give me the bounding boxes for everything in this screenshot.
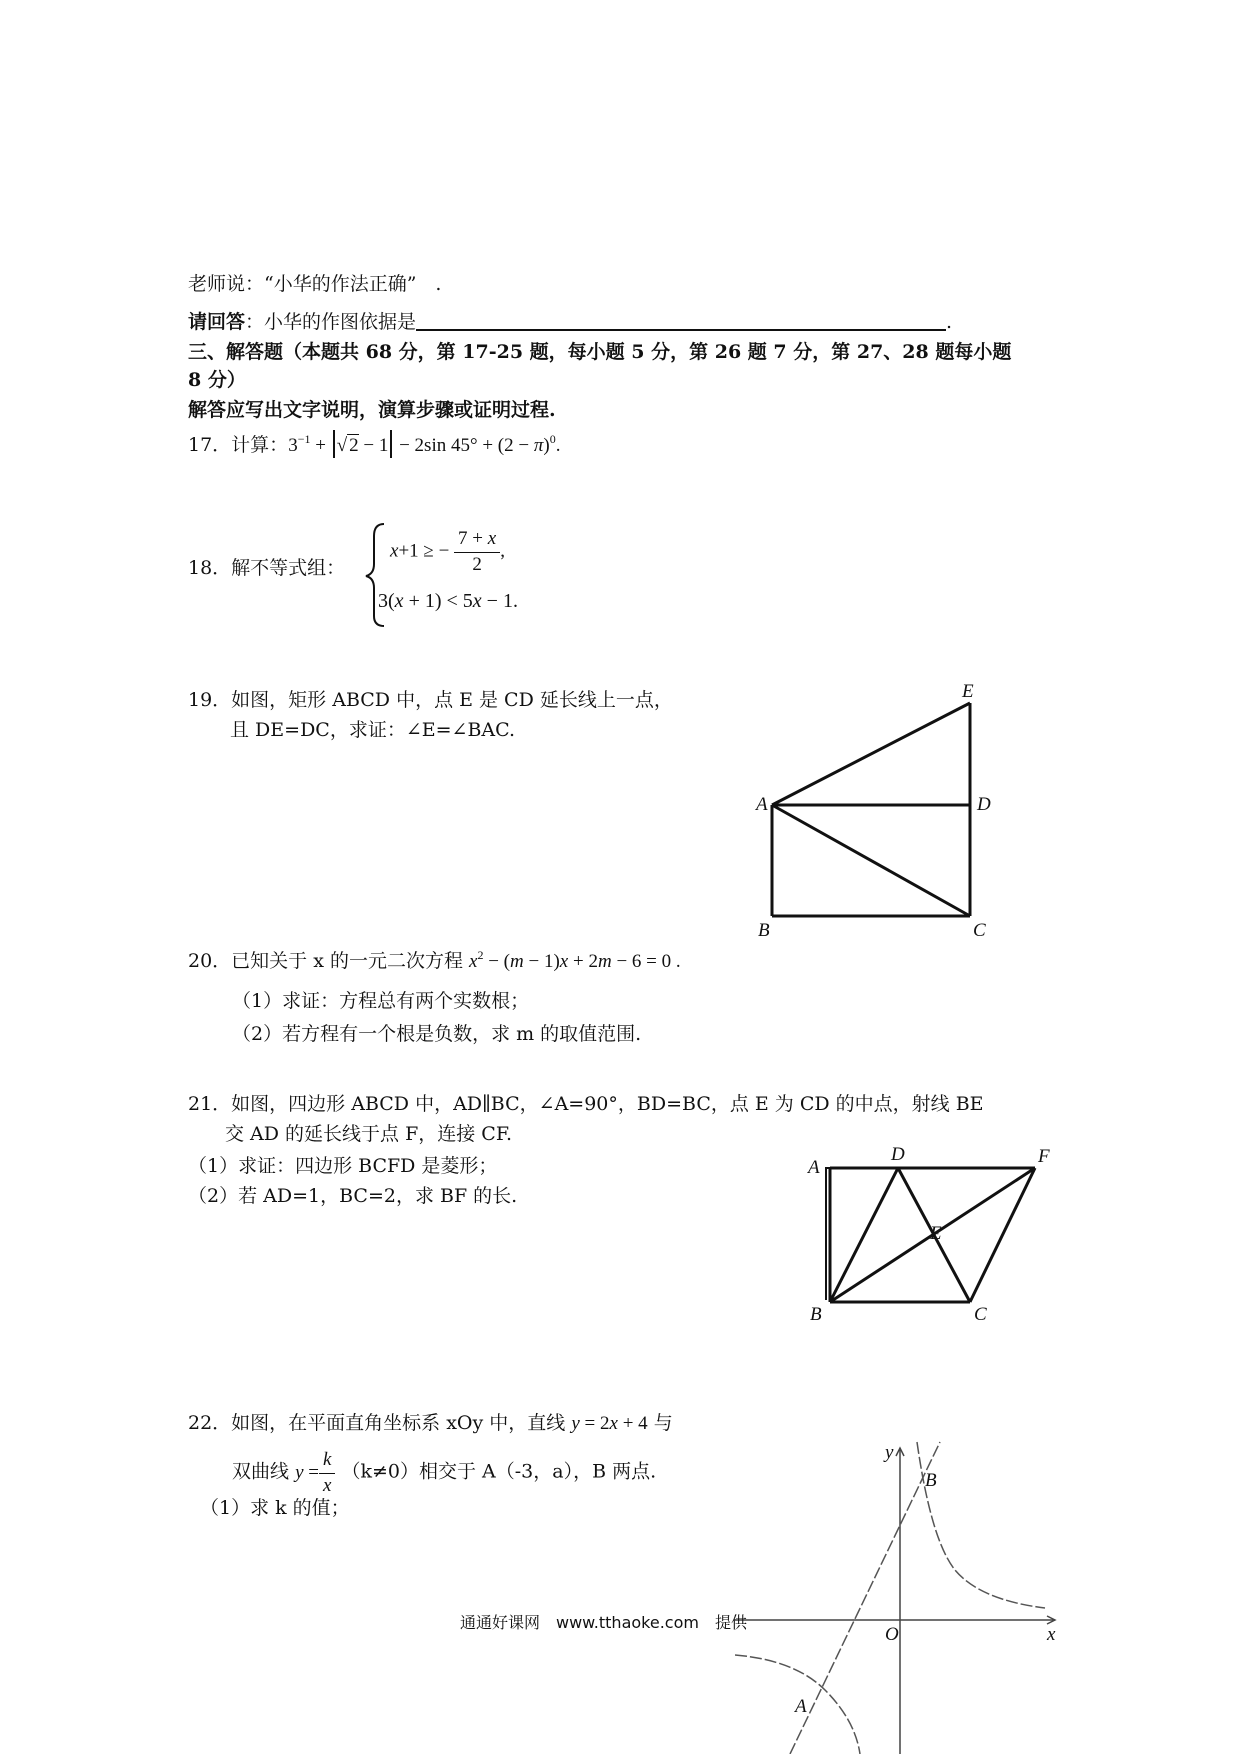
q21-line2: 交 AD 的延长线于点 F，连接 CF. (225, 1123, 513, 1145)
section3-heading-line1: 三、解答题（本题共 68 分，第 17-25 题，每小题 5 分，第 26 题 7 分，第 27、28 题每小题 (188, 341, 1012, 363)
answer-prompt-text: ：小华的作图依据是 (245, 311, 417, 333)
q22-hyperbola-equation: y = $\frac{k}{x}$ (295, 1462, 335, 1483)
q19-label-B: B (758, 920, 770, 941)
q22-label-x: x (1047, 1624, 1056, 1645)
page-footer: 通通好课网 www.tthaoke.com 提供 (460, 1613, 747, 1632)
q18-brace (362, 520, 392, 630)
answer-prompt-bold: 请回答 (188, 311, 246, 333)
q21-label-C: C (974, 1304, 987, 1325)
q19-label-A: A (756, 794, 768, 815)
q21-part2: （2）若 AD=1，BC=2，求 BF 的长. (188, 1185, 518, 1207)
q19-figure-lines (740, 680, 1010, 960)
question-17 (188, 430, 560, 458)
q19-line1: 19．如图，矩形 ABCD 中，点 E 是 CD 延长线上一点， (188, 689, 673, 711)
answer-blank[interactable] (416, 311, 946, 331)
teacher-statement: 老师说：“小华的作法正确” . (188, 273, 442, 295)
q20-prefix: 20．已知关于 x 的一元二次方程 (188, 950, 463, 972)
q22-line1-prefix: 22．如图，在平面直角坐标系 xOy 中，直线 (188, 1412, 566, 1434)
q19-segment-AC (772, 805, 970, 916)
q22-label-O: O (885, 1624, 899, 1645)
q19-label-E: E (962, 681, 974, 702)
q21-label-E: E (930, 1223, 942, 1244)
q20-part2: （2）若方程有一个根是负数，求 m 的取值范围. (232, 1023, 642, 1045)
q19-segment-AE (772, 703, 970, 805)
q22-line2-prefix: 双曲线 (232, 1460, 290, 1483)
q20-part1: （1）求证：方程总有两个实数根； (232, 990, 530, 1012)
q21-label-F: F (1038, 1146, 1050, 1167)
q17-expression: $3^{-1}$ + √ 2 − 1 − 2sin $45^\circ + (2 - \pi)^0$. (288, 432, 561, 456)
q22-line-equation: y = 2x + 4 (571, 1413, 648, 1434)
q18-inequality-1: x+1 ≥ − $\frac{7 + x}{2}$ , (390, 528, 505, 575)
q18-inequality-2: 3(x + 1) < 5x − 1. (378, 590, 518, 612)
q22-figure (735, 1440, 1065, 1754)
q21-label-D: D (891, 1144, 905, 1165)
q21-label-B: B (810, 1304, 822, 1325)
q22-line1-suffix: 与 (653, 1412, 673, 1434)
q19-label-C: C (973, 920, 986, 941)
q22-label-B: B (925, 1470, 937, 1491)
q19-line2: 且 DE=DC，求证：∠E=∠BAC. (230, 719, 516, 741)
q21-line1: 21．如图，四边形 ABCD 中，AD∥BC，∠A=90°，BD=BC，点 E 为 CD 的中点，射线 BE (188, 1093, 984, 1115)
q22-line1 (188, 1412, 673, 1436)
q19-label-D: D (977, 794, 991, 815)
q21-figure (800, 1140, 1070, 1330)
q22-label-A: A (795, 1696, 807, 1717)
q22-line-graph (790, 1442, 940, 1754)
q18-prefix: 18．解不等式组： (188, 557, 346, 579)
answer-prompt (188, 311, 952, 334)
q21-segment-BD (830, 1168, 898, 1302)
q20-equation: $x^2 - (m - 1)x + 2m - 6 = 0$ . (469, 948, 681, 972)
q17-prefix: 17．计算： (188, 434, 289, 456)
q22-line2-suffix: （k≠0）相交于 A（-3，a），B 两点. (341, 1460, 657, 1483)
q22-part1: （1）求 k 的值； (200, 1497, 350, 1519)
section3-heading-line2: 8 分） (188, 369, 246, 391)
q22-label-y: y (885, 1442, 894, 1463)
section3-instruction: 解答应写出文字说明，演算步骤或证明过程. (188, 399, 556, 421)
q22-hyperbola-branch-1 (917, 1442, 1045, 1608)
q22-line2 (232, 1448, 656, 1498)
q21-part1: （1）求证：四边形 BCFD 是菱形； (188, 1155, 498, 1177)
question-20 (188, 948, 681, 974)
q21-label-A: A (808, 1157, 820, 1178)
answer-end: . (946, 311, 953, 333)
